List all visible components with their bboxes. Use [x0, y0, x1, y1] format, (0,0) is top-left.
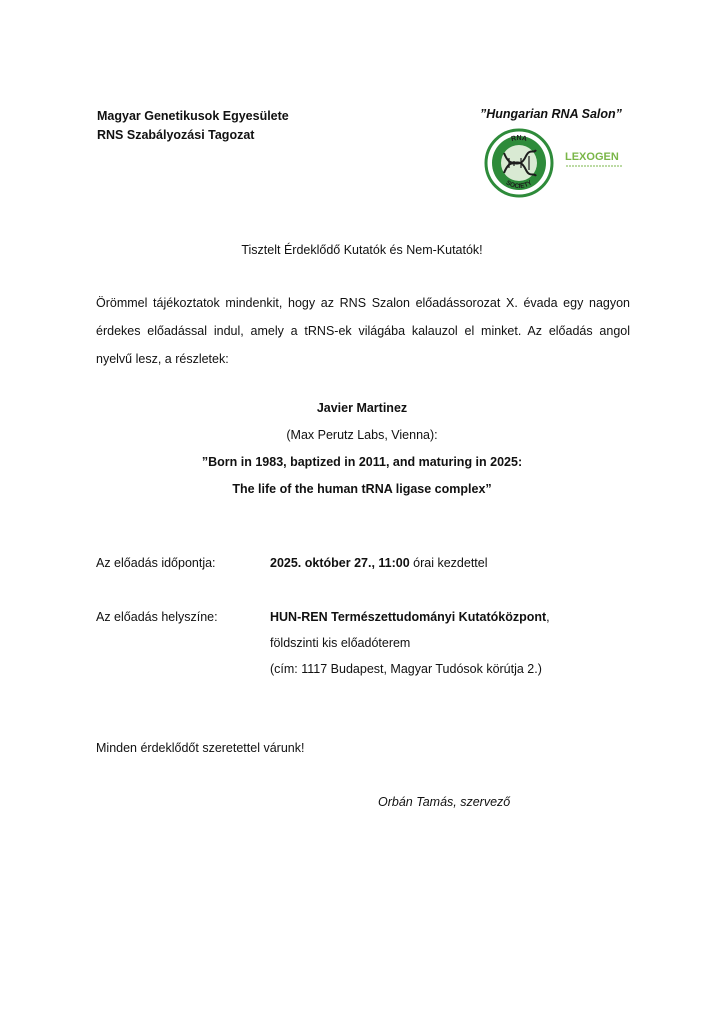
org-section: RNS Szabályozási Tagozat — [97, 128, 255, 142]
time-value — [270, 550, 488, 576]
place-label: Az előadás helyszíne: — [96, 610, 218, 624]
intro-line: Örömmel tájékoztatok mindenkit, hogy az RNS Szalon előadássorozat X. évada egy nagyon — [96, 296, 630, 310]
event-date: 2025. október 27., 11:00 — [270, 556, 410, 570]
org-name: Magyar Genetikusok Egyesülete — [97, 109, 289, 123]
organization-block — [97, 107, 289, 145]
speaker-name: Javier Martinez — [316, 401, 408, 415]
salutation: Tisztelt Érdeklődő Kutatók és Nem-Kutatók! — [241, 243, 483, 257]
rna-society-logo — [484, 128, 554, 198]
intro-line: nyelvű lesz, a részletek: — [96, 352, 229, 366]
talk-title-line2: The life of the human tRNA ligase complex” — [232, 482, 492, 496]
event-time-suffix: órai kezdettel — [409, 556, 488, 570]
salon-title: ”Hungarian RNA Salon” — [480, 107, 622, 121]
venue-address: (cím: 1117 Budapest, Magyar Tudósok körútja 2.) — [270, 662, 542, 676]
talk-title-line1: ”Born in 1983, baptized in 2011, and maturing in 2025: — [201, 455, 523, 469]
logo-text-bottom: SOCIETY — [504, 179, 534, 191]
venue-name: HUN-REN Természettudományi Kutatóközpont — [270, 610, 547, 624]
closing-line: Minden érdeklődőt szeretettel várunk! — [96, 741, 305, 755]
venue-comma: , — [546, 610, 550, 624]
signature: Orbán Tamás, szervező — [378, 795, 511, 809]
place-value — [270, 604, 550, 682]
logo-text-top: RNA — [510, 135, 528, 144]
svg-text:RNA — [511, 135, 528, 143]
lexogen-wordmark: LEXOGEN — [565, 151, 619, 163]
intro-line: érdekes előadással indul, amely a tRNS-ek világába kalauzol el minket. Az előadás angol — [96, 324, 630, 338]
intro-paragraph — [96, 289, 630, 373]
time-label: Az előadás időpontja: — [96, 556, 216, 570]
lexogen-logo — [563, 146, 627, 172]
speaker-affiliation: (Max Perutz Labs, Vienna): — [286, 428, 438, 442]
venue-room: földszinti kis előadóterem — [270, 636, 411, 650]
